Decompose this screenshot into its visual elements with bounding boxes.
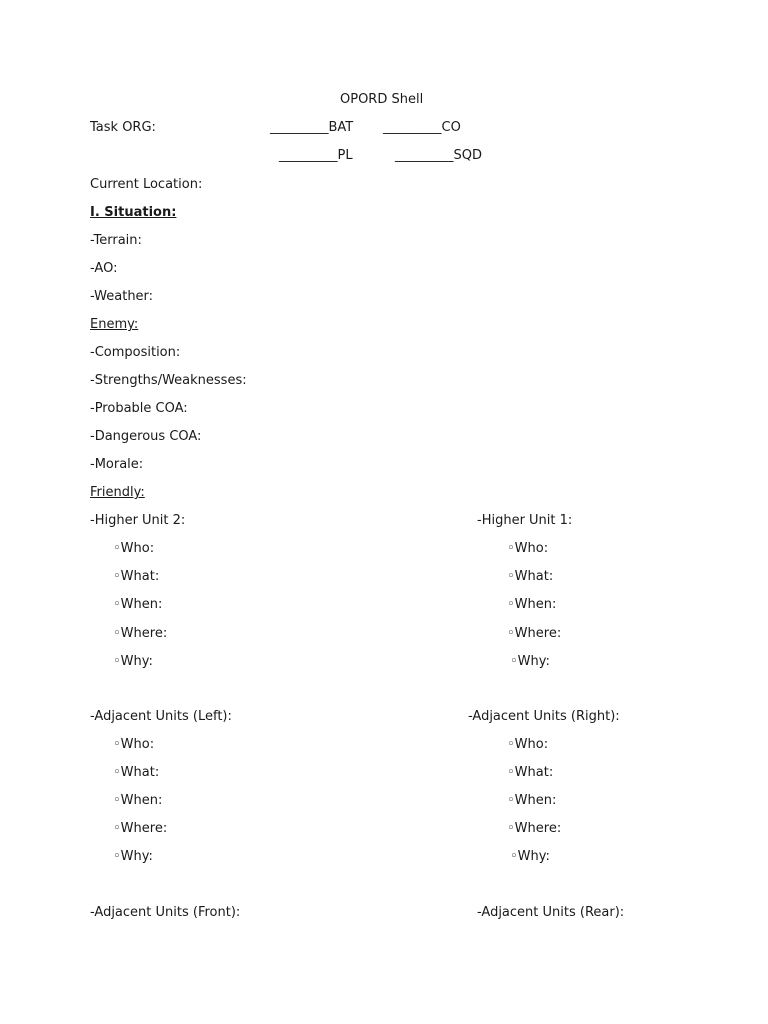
ao-label: -AO:	[90, 261, 118, 276]
left-when: ◦When:	[113, 793, 163, 808]
hu1-where: ◦Where:	[507, 626, 562, 641]
right-who: ◦Who:	[507, 737, 549, 752]
right-when: ◦When:	[507, 793, 557, 808]
hu1-what: ◦What:	[507, 569, 554, 584]
hu2-when: ◦When:	[113, 597, 163, 612]
hu2-what: ◦What:	[113, 569, 160, 584]
dangerous-coa-label: -Dangerous COA:	[90, 429, 202, 444]
right-what: ◦What:	[507, 765, 554, 780]
strengths-weaknesses-label: -Strengths/Weaknesses:	[90, 373, 247, 388]
hu2-why: ◦Why:	[113, 654, 153, 669]
hu1-why: ◦Why:	[510, 654, 550, 669]
hu1-who: ◦Who:	[507, 541, 549, 556]
task-org-pl: _________PL	[279, 148, 353, 163]
task-org-sqd: _________SQD	[395, 148, 482, 163]
adjacent-left-label: -Adjacent Units (Left):	[90, 709, 232, 724]
right-why: ◦Why:	[510, 849, 550, 864]
left-why: ◦Why:	[113, 849, 153, 864]
task-org-label: Task ORG:	[90, 120, 156, 135]
right-where: ◦Where:	[507, 821, 562, 836]
task-org-co: _________CO	[383, 120, 461, 135]
composition-label: -Composition:	[90, 345, 181, 360]
current-location: Current Location:	[90, 177, 203, 192]
task-org-bat: _________BAT	[270, 120, 354, 135]
adjacent-rear-label: -Adjacent Units (Rear):	[477, 905, 625, 920]
morale-label: -Morale:	[90, 457, 144, 472]
enemy-heading: Enemy:	[90, 317, 139, 332]
left-who: ◦Who:	[113, 737, 155, 752]
left-where: ◦Where:	[113, 821, 168, 836]
document-title: OPORD Shell	[340, 92, 424, 107]
left-what: ◦What:	[113, 765, 160, 780]
adjacent-right-label: -Adjacent Units (Right):	[468, 709, 620, 724]
hu1-when: ◦When:	[507, 597, 557, 612]
hu2-who: ◦Who:	[113, 541, 155, 556]
higher-unit-1-label: -Higher Unit 1:	[477, 513, 573, 528]
situation-heading: I. Situation:	[90, 205, 177, 220]
higher-unit-2-label: -Higher Unit 2:	[90, 513, 186, 528]
adjacent-front-label: -Adjacent Units (Front):	[90, 905, 241, 920]
probable-coa-label: -Probable COA:	[90, 401, 188, 416]
terrain-label: -Terrain:	[90, 233, 142, 248]
hu2-where: ◦Where:	[113, 626, 168, 641]
weather-label: -Weather:	[90, 289, 154, 304]
friendly-heading: Friendly:	[90, 485, 145, 500]
